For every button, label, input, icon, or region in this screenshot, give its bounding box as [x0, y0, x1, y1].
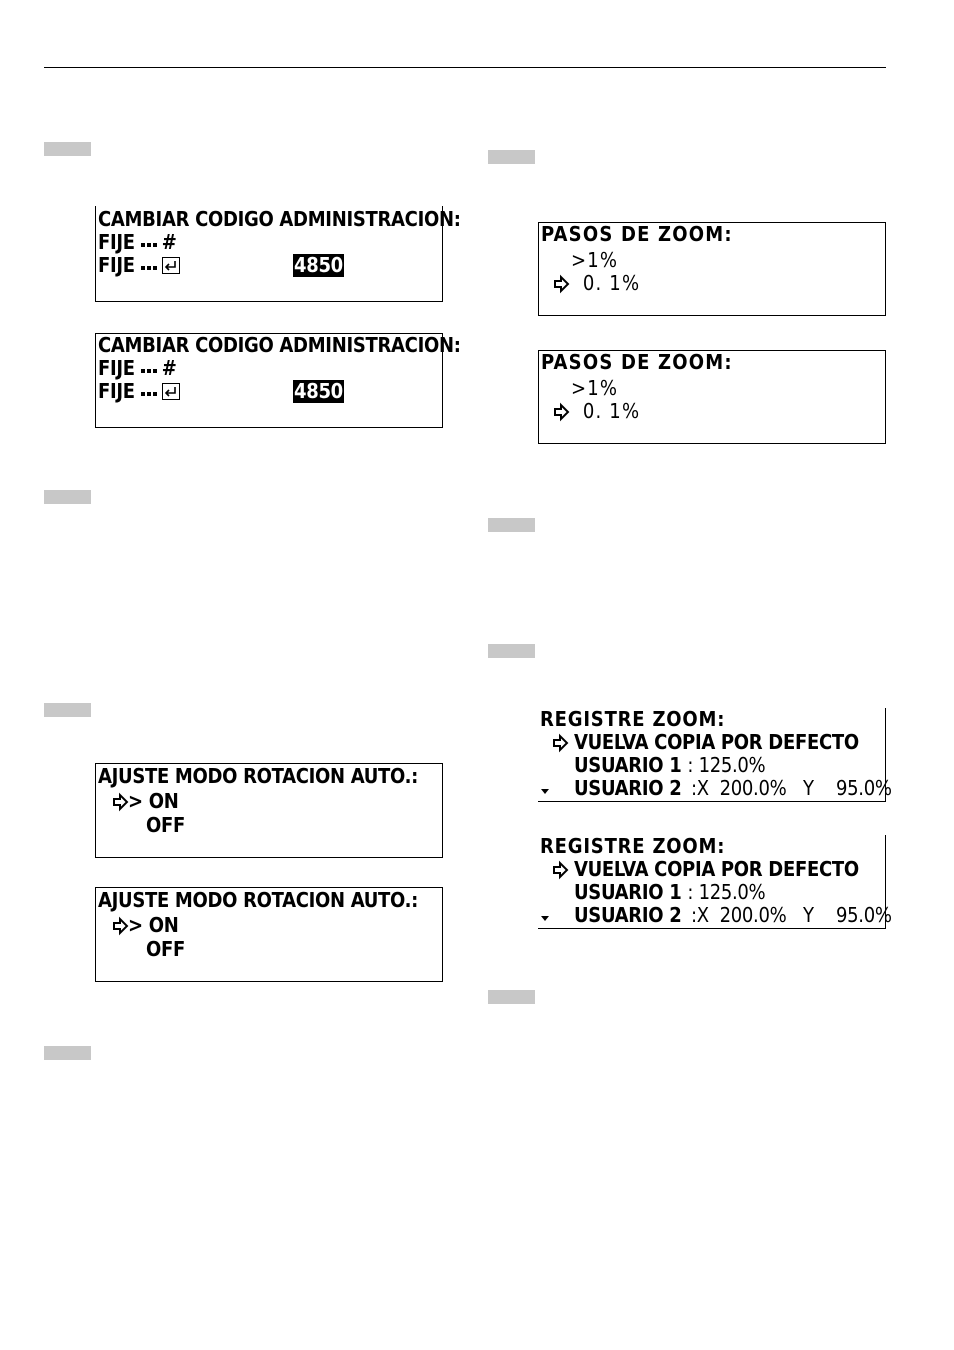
- set-line-1: [98, 357, 177, 381]
- option-0-1-percent: 0. 1%: [582, 399, 641, 423]
- user-2-y-value: 95.0%: [836, 903, 892, 927]
- user-2-x-value: :X 200.0%: [691, 903, 787, 927]
- set-line-2: [98, 380, 440, 404]
- screen-title: REGISTRE ZOOM:: [540, 707, 726, 731]
- arrow-right-icon: [552, 862, 568, 878]
- screen-title: PASOS DE ZOOM:: [541, 350, 733, 374]
- user-2-y-value: 95.0%: [836, 776, 892, 800]
- set-label: FIJE: [98, 253, 135, 277]
- zoom-steps-screen: [538, 350, 886, 444]
- option-off: OFF: [146, 813, 185, 837]
- zoom-register-screen: [538, 834, 892, 929]
- screen-title: REGISTRE ZOOM:: [540, 834, 726, 858]
- user-2-label: USUARIO 2: [574, 903, 682, 927]
- set-label: FIJE: [98, 230, 135, 254]
- arrow-right-icon: [112, 794, 128, 810]
- admin-code-screen: [95, 333, 461, 428]
- user-2-y-label: Y: [803, 903, 814, 927]
- option-0-1-percent: 0. 1%: [582, 271, 641, 295]
- user-2-x-value: :X 200.0%: [691, 776, 787, 800]
- set-line-1: [98, 231, 177, 255]
- dots-icon: [141, 232, 159, 255]
- user-2-row: [540, 904, 550, 927]
- dots-icon: [141, 255, 159, 278]
- option-1-percent: >1%: [571, 376, 619, 400]
- option-on: ON: [148, 789, 179, 813]
- user-1-value: : 125.0%: [687, 880, 766, 904]
- admin-code-screen: [95, 206, 461, 302]
- screen-title: AJUSTE MODO ROTACION AUTO.:: [98, 764, 418, 788]
- option-default: VUELVA COPIA POR DEFECTO: [573, 857, 859, 881]
- step-marker: [488, 990, 535, 1004]
- screen-title: CAMBIAR CODIGO ADMINISTRACION:: [98, 207, 461, 231]
- option-1-percent: >1%: [571, 248, 619, 272]
- zoom-steps-screen: [538, 222, 886, 316]
- user-1-label: USUARIO 1: [574, 880, 682, 904]
- cursor-mark: >: [128, 789, 143, 813]
- option-on-row: [112, 790, 179, 813]
- enter-key-icon: [162, 257, 180, 274]
- set-label: FIJE: [98, 379, 135, 403]
- screen-title: CAMBIAR CODIGO ADMINISTRACION:: [98, 333, 461, 357]
- step-marker: [488, 518, 535, 532]
- user-1-label: USUARIO 1: [574, 753, 682, 777]
- screen-title: PASOS DE ZOOM:: [541, 222, 733, 246]
- header-rule: [44, 67, 886, 68]
- user-1-row: [574, 754, 765, 777]
- option-0-1-percent-row: [553, 272, 640, 295]
- set-line-2: [98, 254, 440, 278]
- admin-code-value: 4850: [294, 379, 343, 403]
- option-default-row: [552, 858, 859, 881]
- option-default-row: [552, 731, 859, 754]
- auto-rotation-screen: [95, 763, 443, 858]
- screen-title: AJUSTE MODO ROTACION AUTO.:: [98, 888, 418, 912]
- step-marker: [44, 1046, 91, 1060]
- user-1-row: [574, 881, 765, 904]
- hash-key: #: [161, 230, 177, 254]
- triangle-down-icon: [540, 785, 550, 795]
- option-on: ON: [148, 913, 179, 937]
- step-marker: [488, 644, 535, 658]
- arrow-right-icon: [112, 918, 128, 934]
- step-marker: [44, 703, 91, 717]
- user-2-label: USUARIO 2: [574, 776, 682, 800]
- step-marker: [44, 142, 91, 156]
- user-2-row: [540, 777, 550, 800]
- arrow-right-icon: [552, 735, 568, 751]
- user-1-value: : 125.0%: [687, 753, 766, 777]
- arrow-right-icon: [553, 276, 569, 292]
- hash-key: #: [161, 356, 177, 380]
- user-2-y-label: Y: [803, 776, 814, 800]
- option-off: OFF: [146, 937, 185, 961]
- admin-code-value: 4850: [294, 253, 343, 277]
- zoom-register-screen: [538, 707, 892, 802]
- option-on-row: [112, 914, 179, 937]
- option-0-1-percent-row: [553, 400, 640, 423]
- auto-rotation-screen: [95, 887, 443, 982]
- enter-key-icon: [162, 383, 180, 400]
- step-marker: [44, 490, 91, 504]
- dots-icon: [141, 358, 159, 381]
- step-marker: [488, 150, 535, 164]
- cursor-mark: >: [128, 913, 143, 937]
- arrow-right-icon: [553, 404, 569, 420]
- option-default: VUELVA COPIA POR DEFECTO: [573, 730, 859, 754]
- triangle-down-icon: [540, 912, 550, 922]
- set-label: FIJE: [98, 356, 135, 380]
- dots-icon: [141, 381, 159, 404]
